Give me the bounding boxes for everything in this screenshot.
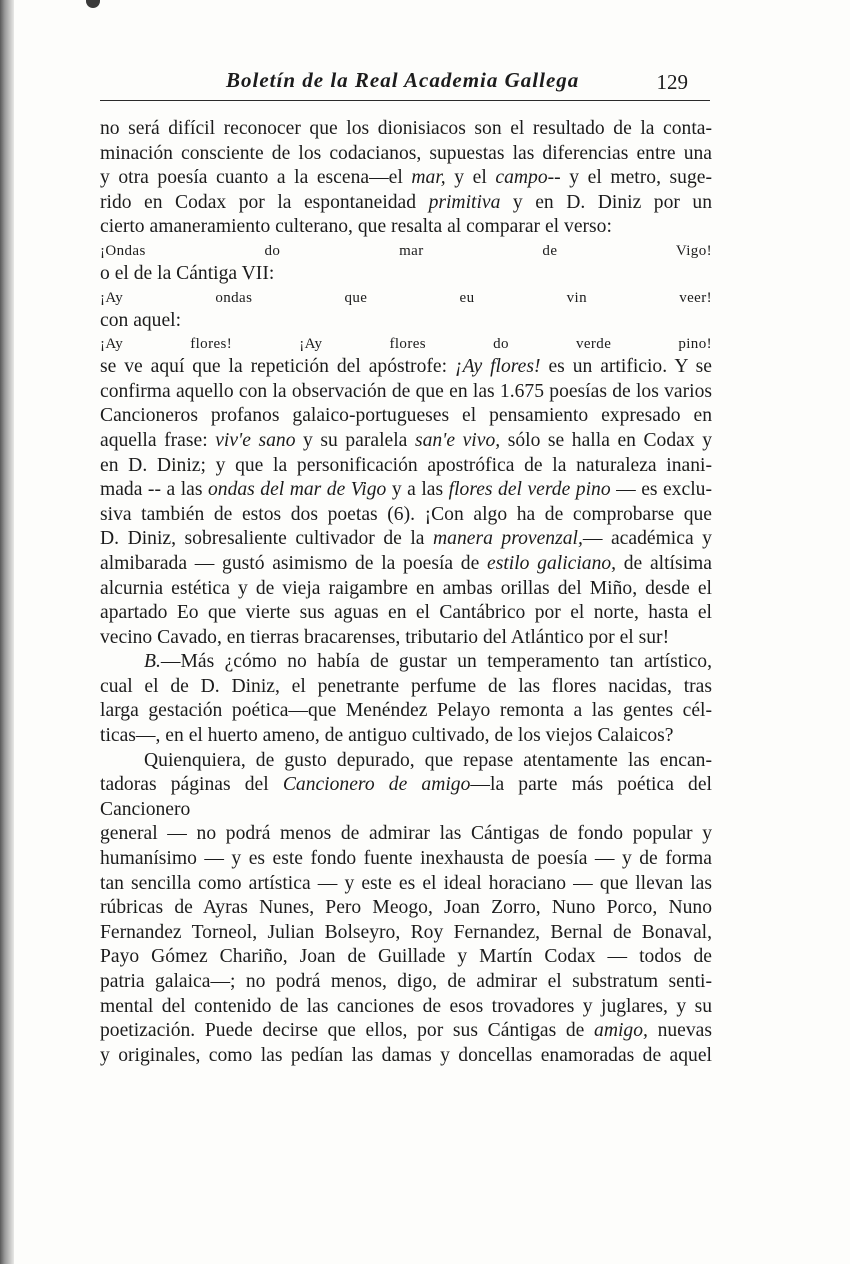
page-corner-mark: [86, 0, 100, 8]
text-line: no será difícil reconocer que los dionisiacos son el resultado de la conta-: [100, 118, 712, 139]
paragraph-2: [100, 355, 712, 650]
text-line: poetización. Puede decirse que ellos, por sus Cántigas de amigo, nuevas: [100, 1020, 713, 1042]
text-line: D. Diniz, sobresaliente cultivador de la manera provenzal,— académica y: [100, 528, 712, 550]
text-line: larga gestación poética—que Menéndez Pelayo remonta a las gentes cél-: [100, 700, 712, 722]
section-marker: B.: [144, 651, 161, 673]
text-line: vecino Cavado, en tierras bracarenses, tributario del Atlántico por el sur!: [100, 626, 670, 648]
text-line: tan sencilla como artística — y este es el ideal horaciano — que llevan las: [100, 872, 712, 894]
text-line: rúbricas de Ayras Nunes, Pero Meogo, Joan Zorro, Nuno Porco, Nuno: [100, 897, 712, 919]
paragraph-3: [100, 650, 712, 748]
text-line: Cancioneros profanos galaico-portugueses el pensamiento expresado en: [100, 405, 712, 427]
text-line: B.—Más ¿cómo no había de gustar un temperamento tan artístico,: [144, 651, 712, 673]
text-line: mental del contenido de las canciones de esos trovadores y juglares, y su: [100, 995, 712, 1017]
text-line: alcurnia estética y de vieja raigambre en ambas orillas del Miño, desde el: [100, 577, 712, 599]
text-line: confirma aquello con la observación de que en las 1.675 poesías de los varios: [100, 380, 712, 402]
text-line: mada -- a las ondas del mar de Vigo y a las flores del verde pino — es exclu-: [100, 479, 713, 501]
text-line: patria galaica—; no podrá menos, digo, de admirar el substratum senti-: [100, 971, 712, 992]
text-line: siva también de estos dos poetas (6). ¡Con algo ha de comprobarse que: [100, 503, 712, 525]
text-line: en D. Diniz; y que la personificación apostrófica de la naturaleza inani-: [100, 454, 712, 476]
page-binding-edge: [0, 0, 14, 1264]
text-line: y originales, como las pedían las damas y doncellas enamoradas de aquel: [100, 1044, 712, 1066]
verse-quote: ¡Ay flores! ¡Ay flores do verde pino!: [100, 336, 712, 353]
body-text: [100, 117, 712, 1068]
text-line: general — no podrá menos de admirar las Cántigas de fondo popular y: [100, 823, 712, 845]
text-line: humanísimo — y es este fondo fuente inexhausta de poesía — y de forma: [100, 848, 712, 870]
connector-line: o el de la Cántiga VII:: [100, 262, 275, 284]
text-line: rido en Codax por la espontaneidad primitiva y en D. Diniz por un: [100, 191, 712, 213]
verse-quote: ¡Ondas do mar de Vigo!: [100, 242, 712, 259]
paragraph-4: [100, 749, 712, 1069]
text-line: apartado Eo que vierte sus aguas en el Cantábrico por el norte, hasta el: [100, 602, 712, 624]
text-line: cierto amaneramiento culterano, que resalta al comparar el verso:: [100, 216, 612, 238]
text-line: cual el de D. Diniz, el penetrante perfume de las flores nacidas, tras: [100, 675, 712, 697]
page-header: [100, 66, 710, 101]
text-line: aquella frase: viv'e sano y su paralela san'e vivo, sólo se halla en Codax y: [100, 429, 712, 451]
text-line: minación consciente de los codacianos, supuestas las diferencias entre una: [100, 142, 712, 164]
text-line: almibarada — gustó asimismo de la poesía de estilo galiciano, de altísima: [100, 552, 712, 574]
running-title: Boletín de la Real Academia Gallega: [226, 68, 580, 92]
page-number: 129: [656, 70, 688, 94]
text-line: Payo Gómez Chariño, Joan de Guillade y Martín Codax — todos de: [100, 946, 712, 968]
text-line: se ve aquí que la repetición del apóstrofe: ¡Ay flores! es un artificio. Y se: [100, 356, 712, 378]
verse-quote: ¡Ay ondas que eu vin veer!: [100, 289, 712, 306]
text-line: tadoras páginas del Cancionero de amigo—la parte más poética del Cancionero: [100, 774, 712, 820]
text-line: Quienquiera, de gusto depurado, que repase atentamente las encan-: [144, 749, 712, 771]
paragraph-1: [100, 117, 712, 240]
text-line: y otra poesía cuanto a la escena—el mar, y el campo-- y el metro, suge-: [100, 167, 712, 189]
text-line: Fernandez Torneol, Julian Bolseyro, Roy Fernandez, Bernal de Bonaval,: [100, 921, 712, 943]
text-line: ticas—, en el huerto ameno, de antiguo cultivado, de los viejos Calaicos?: [100, 725, 674, 747]
connector-line: con aquel:: [100, 309, 182, 331]
